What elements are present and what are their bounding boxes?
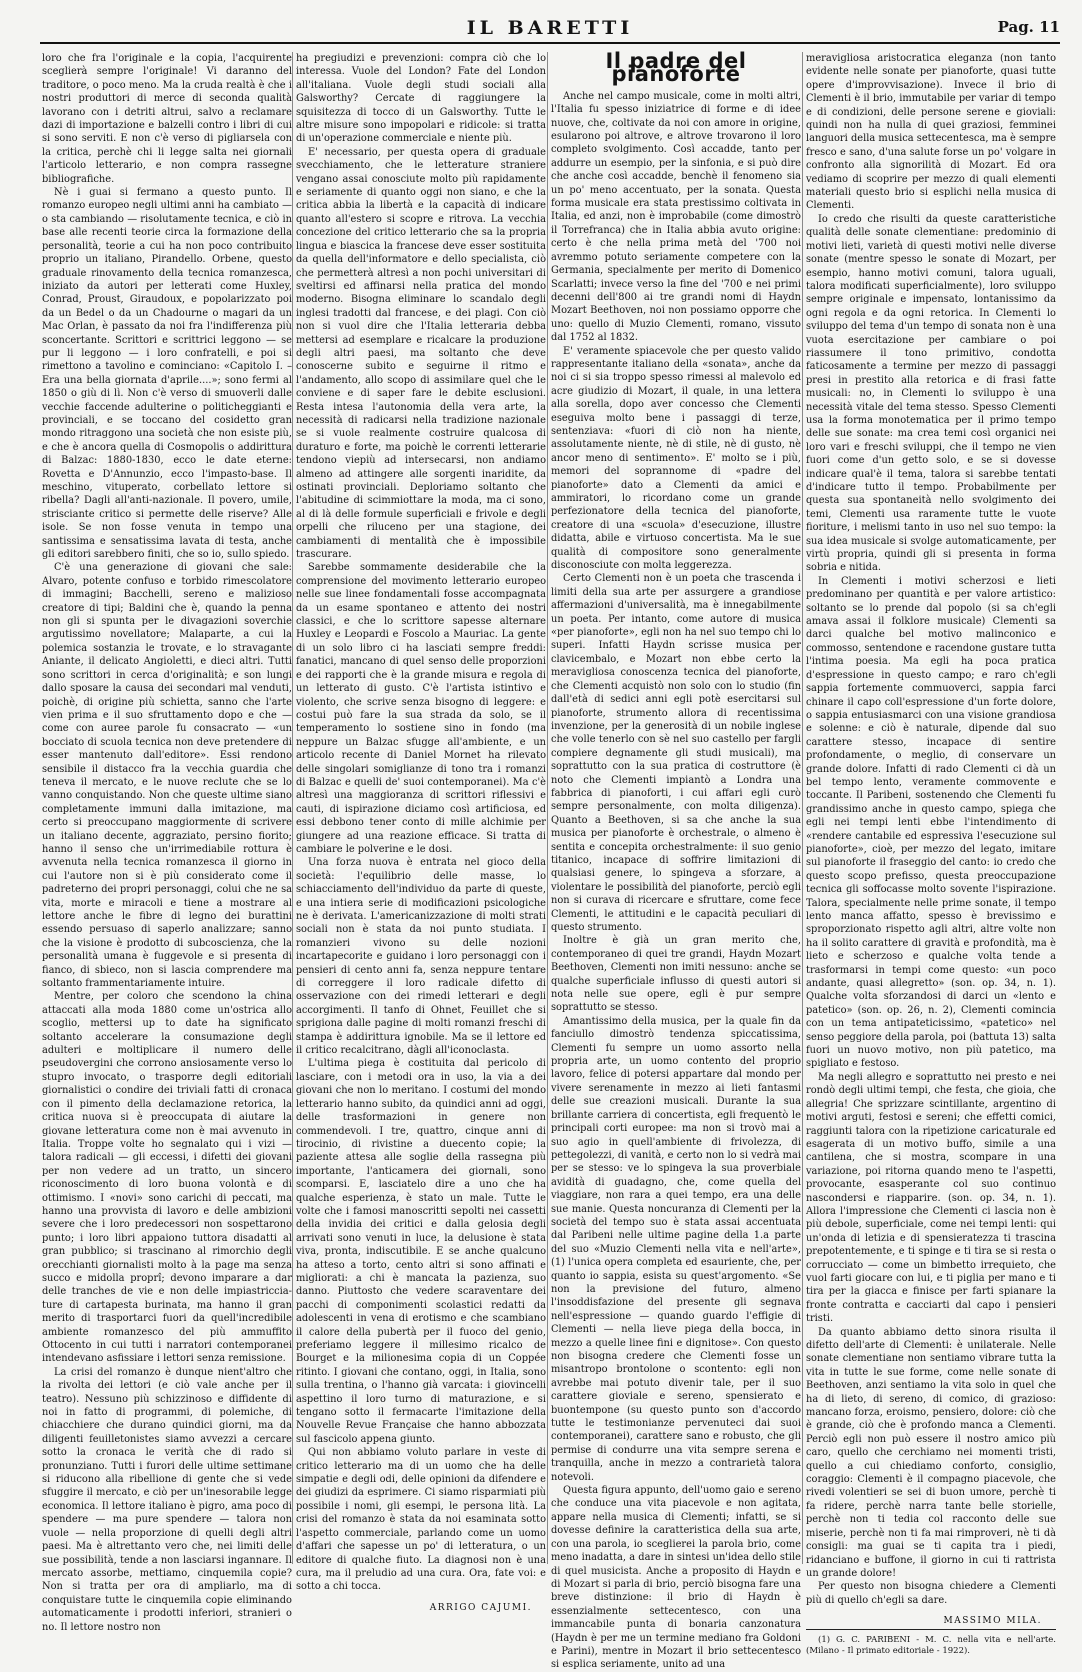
article-title: Il padre del pianoforte xyxy=(605,49,747,87)
paragraph: Per questo non bisogna chiedere a Clementi più di quello ch'egli sa dare. xyxy=(806,1581,1056,1606)
column-divider xyxy=(802,52,803,1564)
paragraph: ha pregiudizi e prevenzioni: compra ciò che lo interessa. Vuole del London? Fate del London all'italiana. Vuole degli studi sociali alla Galsworthy? Cercate di raggiungere la squisitezza di tocco di un Galsworthy. Tutte le altre misure sono impopolari e ridicole: si tratta di un'operazione commerciale e niente più. xyxy=(296,53,546,145)
paragraph: Qui non abbiamo voluto parlare in veste di critico letterario ma di un uomo che ha delle simpatie e degli odi, delle opinioni da difendere e dei giudizi da esprimere. Ci siamo risparmiati più possibile i nomi, gli esempi, le persona lità. La crisi del romanzo è stata da noi esaminata sotto l'aspetto commerciale, parlando come un uomo d'affari che sapesse un po' di letteratura, o un editore di qualche fiuto. La diagnosi non è una cura, ma il preludio ad una cura. Ora, fate voi: e sotto a chi tocca. xyxy=(296,1447,546,1593)
column-4 xyxy=(806,52,1056,1656)
column-1 xyxy=(42,52,292,1633)
paragraph: Nè i guai si fermano a questo punto. Il romanzo europeo negli ultimi anni ha cambiato — o sta cambiando — risolutamente tecnica, e ciò in base alle recenti teorie circa la formazione della personalità, teorie a cui ha non poco contribuito proprio un italiano, Pirandello. Orbene, questo graduale rinovamento della tecnica romanzesca, iniziato da autori per letterati come Huxley, Conrad, Proust, Giraudoux, e popolarizzato poi da un Bedel o da un Chadourne o magari da un Mac Orlan, è passato da noi fra l'indifferenza più sconcertante. Scrittori e scrittrici leggono — se pur li leggono — i loro confratelli, e poi si rimettono a tavolino e cominciano: «Capitolo I. – Era una bella giornata d'aprile....»; sono fermi al 1850 o giù di lì. Non c'è verso di smuoverli dalle vecchie faccende adulterine o politicheggianti e provinciali, e se toccano del cosidetto gran mondo ritraggono una società che non esiste più, e che è ancora quella di Cosmopolis o addirittura di Balzac: 1880-1830, ecco le date eterne: Rovetta e D'Annunzio, ecco l'impasto-base. Il meschino, vituperato, corbellato lettore si ribella? Dagli all'anti-nazionale. Il povero, umile, strisciante critico si permette delle riserve? Alle isole. Se non fosse venuta in tempo una santissima e sensatissima lavata di testa, anche gli editori sarebbero finiti, che so io, sullo spiedo. xyxy=(42,187,292,561)
column-2 xyxy=(296,52,546,1613)
paragraph: Sarebbe sommamente desiderabile che la comprensione del movimento letterario europeo nelle sue linee fondamentali fosse accompagnata da un esame spontaneo e attento dei nostri classici, e che lo scrittore sapesse alternare Huxley e Leopardi e Foscolo a Mauriac. La gente di un solo libro ci ha lasciati sempre freddi: fanatici, mancano di quel senso delle proporzioni e dei rapporti che è la grande misura e regola di un letterato di gusto. C'è l'artista istintivo e violento, che scrive senza bisogno di leggere: e costui può fare la sua strada da solo, se il temperamento lo sostiene sino in fondo (ma neppure un Balzac sfugge all'ambiente, e un articolo recente di Daniel Mornet ha rilevato delle singolari somiglianze di tono tra i romanzi di Balzac e quelli de' suoi contemporanei). Ma c'è altresì una maggioranza di scrittori riflessivi e cauti, di ispirazione diciamo così artificiosa, ed essi debbono tener conto di mille alchimie per giungere ad una reazione efficace. Si tratta di cambiare le polverine e le dosi. xyxy=(296,562,546,855)
paragraph: Da quanto abbiamo detto sinora risulta il difetto dell'arte di Clementi: è unilaterale. Nelle sonate clementiane non sentiamo vibrare tutta la vita in tutte le sue forme, come nelle sonate di Beethoven, anzi sentiamo la vita solo in quel che ha di lieto, di sereno, di comico, di grazioso: mancano forza, eroismo, pensiero, dolore: ciò che è grande, ciò che è profondo manca a Clementi. Perciò egli non può essere il nostro amico più caro, quello che cerchiamo nei momenti tristi, quello a cui chiediamo conforto, consiglio, coraggio: Clementi è il compagno piacevole, che rivedi volentieri se sei di buon umore, perchè ti fa ridere, perchè narra tante belle storielle, perchè non ti tedia col racconto delle sue miserie, perchè non ti fa mai rimproveri, nè ti dà consigli: ma guai se ti capita tra i piedi, ridanciano e buffone, il giorno in cui ti rattrista un grande dolore! xyxy=(806,1326,1056,1579)
column-3 xyxy=(551,49,801,1671)
paragraph: Ma negli allegro e soprattutto nei presto e nei rondò degli ultimi tempi, che festa, che gioia, che allegria! Che sprizzare scintillante, argentino di motivi arguti, festosi e sereni; che effetti comici, raggiunti talora con la ripetizione caricaturale ed esagerata di un motivo buffo, simile a una cantilena, che si mostra, scompare in una variazione, poi ritorna quando meno te l'aspetti, provocante, esasperante col suo continuo nascondersi e riapparire. (son. op. 34, n. 1). Allora l'impressione che Clementi ci lascia non è più debole, superficiale, come nei tempi lenti: qui un'onda di letizia e di spensieratezza ti trascina prepotentemente, e ti spinge e ti tira se si resta o corrucciato — come un bimbetto irrequieto, che vuol farti giocare con lui, e ti piglia per mano e ti tira per la giacca e finisce per farti spianare la fronte contratta e cacciarti dal capo i pensieri tristi. xyxy=(806,1071,1056,1325)
paragraph: meravigliosa aristocratica eleganza (non tanto evidente nelle sonate per pianoforte, quasi tutte opere d'improvvisazione). Invece il brio di Clementi è il brio, immutabile per variar di tempo e di condizioni, delle persone serene e gioviali: quindi non ha nulla di quei graziosi, femminei languori della musica settecentesca, ma è sempre fresco e sano, d'una salute forse un po' volgare in confronto alla signorilità di Mozart. Ed ora vediamo di scoprire per mezzo di quali elementi materiali questo brio si esplichi nella musica di Clementi. xyxy=(806,53,1056,212)
paragraph: Anche nel campo musicale, come in molti altri, l'Italia fu spesso iniziatrice di forme e di idee nuove, che, coltivate da noi con amore in origine, esularono poi altrove, e altrove trovarono il loro completo svolgimento. Così accadde, tanto per addurre un esempio, per la sinfonia, e si può dire che anche così accadde, benchè il fenomeno sia un po' meno accentuato, per la sonata. Questa forma musicale era stata prestissimo coltivata in Italia, ed anzi, non è improbabile (come dimostrò il Torrefranca) che in Italia abbia avuto origine: certo è che nella prima metà del '700 noi avremmo potuto seriamente competere con la Germania, specialmente per merito di Domenico Scarlatti; invece verso la fine del '700 e nei primi decenni dell'800 ai tre grandi nomi di Haydn Mozart Beethoven, noi non possiamo opporre che uno: quello di Muzio Clementi, romano, vissuto dal 1752 al 1832. xyxy=(551,90,801,344)
column-divider xyxy=(292,52,293,1564)
column-divider xyxy=(547,52,548,1564)
page-number: Pag. 11 xyxy=(997,18,1060,36)
paragraph: E' veramente spiacevole che per questo valido rappresentante italiano della «sonata», anche da noi ci si sia troppo spesso rimessi al malevolo ed acre giudizio di Mozart, il quale, in una lettera alla sorella, dopo aver concesso che Clementi eseguiva molto bene i passaggi di terze, sentenziava: «fuori di ciò non ha niente, assolutamente niente, nè di stile, nè di gusto, nè ancor meno di sentimento». E' molto se i più, memori del soprannome di «padre del pianoforte» dato a Clementi da amici e ammiratori, lo ricordano come un grande perfezionatore della tecnica del pianoforte, creatore di una «scuola» d'esecuzione, illustre didatta, abile e virtuoso concertista. Ma le sue qualità di compositore sono generalmente disconosciute con molta leggerezza. xyxy=(551,345,801,572)
paragraph: Mentre, per coloro che scendono la china attaccati alla moda 1880 come un'ostrica allo scoglio, mettersi up to date ha significato soltanto accelerare la consumazione degli adulteri e moltiplicare il numero delle pseudovergini che corrono ansiosamente verso lo stupro invocato, o trasporre degli editoriali giornalistici o condire dei triviali fatti di cronaca con il pimento della declamazione retorica, la critica nuova si è preoccupata di aiutare la giovane letteratura come non è mai avvenuto in Italia. Troppe volte ho segnalato qui i vizi — talora radicali — gli eccessi, i difetti dei giovani per non vedere ad un tratto, un sincero riconoscimento di loro buona volontà e di ottimismo. I «novi» sono carichi di peccati, ma hanno una provvista di lavoro e delle ambizioni severe che i loro predecessori non sospettarono punto; i loro libri appaiono tuttora disadatti al gran pubblico; si trascinano al rimorchio degli orecchianti giornalisti molto à la page ma senza succo e midolla proprî; devono imparare a dar delle tranches de vie e non delle impiastriccia-ture di cartapesta burinata, ma hanno il gran merito di trasportarci fuori da quell'incredibile ambiente romanzesco del più ammuffito Ottocento in cui tutti i narratori contemporanei intendevano asfissiare i lettori senza remissione. xyxy=(42,991,292,1365)
paragraph: La crisi del romanzo è dunque nient'altro che la rivolta dei lettori (e ciò vale anche per il teatro). Nessuno più schizzinoso e diffidente di noi in fatto di programmi, di polemiche, di chiacchiere che durano quindici giorni, ma da diligenti feuilletonistes siamo avvezzi a cercare sotto la cronaca le verità che di rado si pronunziano. Tutti i furori delle ultime settimane si riducono alla ribellione di gente che si vede sfuggire il mercato, e ciò per un'inesorabile legge economica. Il lettore italiano è pigro, ama poco di spendere — ma pure spendere — talora non vuole — nella proporzione di quelli degli altri paesi. Ma è altrettanto vero che, nei limiti delle sue possibilità, tende a non lasciarsi ingannare. Il mercato assorbe, mettiamo, cinquemila copie? Non si tratta per ora di ampliarlo, ma di conquistare tutte le cinquemila copie eliminando automaticamente i prodotti inferiori, stranieri o no. Il lettore nostro non xyxy=(42,1366,292,1633)
paragraph: Amantissimo della musica, per la quale fin da fanciullo dimostrò tendenza spiccatissima, Clementi fu sempre un uomo assorto nella propria arte, un uomo contento del proprio lavoro, felice di potersi appartare dal mondo per vivere serenamente in mezzo ai lieti fantasmi delle sue creazioni musicali. Durante la sua brillante carriera di concertista, egli frequentò le principali corti europee: ma non si trovò mai a suo agio in quell'ambiente di frivolezza, di pettegolezzi, di vanità, e certo non lo si vedrà mai per se stesso: ve lo spingeva la sua proverbiale avidità di guadagno, che, come quella del viaggiare, non rara a quei tempo, era una delle sue manie. Questa noncuranza di Clementi per la società del tempo suo è stata assai accentuata dal Paribeni nelle ultime pagine della 1.a parte del suo «Muzio Clementi nella vita e nell'arte», (1) l'unica opera completa ed esauriente, che, per quanto io sappia, esista su quest'argomento. «Se non la previsione del futuro, almeno l'insoddisfazione del presente gli segnava nell'espressione — quando guardo l'effigie di Clementi — nella lieve piega della bocca, in mezzo a quelle linee fini e dignitose». Con questo non bisogna credere che Clementi fosse un misantropo brontolone o scontento: egli non avrebbe mai potuto divenir tale, per il suo carattere gioviale e sereno, spensierato e buontempone (su questo punto son d'accordo tutte le testimonianze pervenuteci dai suoi contemporanei), carattere sano e robusto, che gli permise di condurre una vita sempre serena e tranquilla, anche in mezzo a contrarietà talora notevoli. xyxy=(551,1015,801,1483)
paragraph: Una forza nuova è entrata nel gioco della società: l'equilibrio delle masse, lo schiacciamento dell'individuo da parte di queste, e una intiera serie di modificazioni psicologiche ne è derivata. L'americanizzazione di molti strati sociali non è stata da noi punto studiata. I romanzieri vivono su delle nozioni incartapecorite e guidano i loro personaggi con i pensieri di cento anni fa, senza neppure tentare di correggere il loro radicale difetto di osservazione con dei rimedi letterari e degli accorgimenti. Il tanfo di Ohnet, Feuillet che si sprigiona dalle pagine di molti romanzi freschi di stampa è addirittura ignobile. Ma se il lettore ed il critico recalcitrano, dàgli all'iconoclasta. xyxy=(296,857,546,1057)
footnote: (1) G. C. PARIBENI - M. C. nella vita e nell'arte. (Milano - Il primato editoriale - 1922). xyxy=(806,1629,1056,1657)
paragraph: Inoltre è già un gran merito che, contemporaneo di quei tre grandi, Haydn Mozart Beethoven, Clementi non imiti nessuno: anche se qualche superficiale influsso di questi autori si nota nelle sue opere, egli è pur sempre soprattutto se stesso. xyxy=(551,935,801,1014)
author-signature: MASSIMO MILA. xyxy=(943,1616,1042,1627)
paragraph: E' necessario, per questa opera di graduale svecchiamento, che le letterature straniere vengano assai conosciute molto più rapidamente e seriamente di quanto oggi non siano, e che la critica abbia la libertà e la capacità di indicare quanto all'estero si scopre e ritrova. La vecchia concezione del critico letterario che sa la propria lingua e biascica la francese deve esser sostituita da quella dell'informatore e dello specialista, ciò che permetterà altresì a non pochi universitari di sveltirsi ed affinarsi nella pratica del mondo moderno. Bisogna eliminare lo scandalo degli inglesi tradotti dal francese, e dei plagi. Con ciò non si vuol dire che l'Italia letteraria debba mettersi ad esemplare e ricalcare la produzione degli altri paesi, ma soltanto che deve conoscerne subito e seguirne il ritmo e l'andamento, allo scopo di assimilare quel che le conviene e di saper fare le debite esclusioni. Resta intesa l'autonomia della vera arte, la necessità di radicarsi nella tradizione nazionale se si vuole realmente costruire qualcosa di duraturo e forte, ma poichè le correnti letterarie tendono viepiù ad intersecarsi, non andiamo almeno ad attingere alle sorgenti inaridite, da ostinati provinciali. Deploriamo soltanto che l'abitudine di scimmiottare la moda, ma ci sono, al di là delle formule superficiali e frivole e degli orpelli che riluceno per una stagione, dei cambiamenti di mentalità che è impossibile trascurare. xyxy=(296,146,546,561)
paragraph: Io credo che risulti da queste caratteristiche qualità delle sonate clementiane: predominio di motivi lieti, varietà di questi motivi nelle diverse sonate (mentre spesso le sonate di Mozart, per esempio, hanno motivi comuni, talora uguali, talora modificati superficialmente), loro sviluppo sempre originale e impensato, lontanissimo da ogni regola e da ogni retorica. In Clementi lo sviluppo del tema d'un tempo di sonata non è una vuota esercitazione per cambiare o poi riassumere il tono primitivo, condotta faticosamente a termine per mezzo di passaggi presi in prestito alla retorica e di frasi fatte musicali: no, in Clementi lo sviluppo è una necessità vitale del tema stesso. Spesso Clementi usa la forma monotematica per il primo tempo delle sue sonate: ma crea temi così organici nei loro vari e freschi sviluppi, che il tempo ne vien fuori come d'un getto solo, e se si dovesse indicare qual'è il tema, talora si sarebbe tentati d'indicare tutto il tempo. Probabilmente per questa sua spontaneità nello svolgimento dei temi, Clementi usa raramente tutte le vuote fioriture, i melismi tanto in uso nel suo tempo: la sua idea musicale si svolge automaticamente, per virtù propria, quindi gli si presenta in forma sobria e nitida. xyxy=(806,213,1056,574)
masthead: IL BARETTI xyxy=(466,17,634,39)
paragraph: Certo Clementi non è un poeta che trascenda i limiti della sua arte per assurgere a grandiose affermazioni d'universalità, ma è innegabilmente un poeta. Per intanto, come autore di musica «per pianoforte», egli non ha nel suo tempo chi lo superi. Infatti Haydn scrisse musica per clavicembalo, e Mozart non ebbe certo la meravigliosa conoscenza tecnica del pianoforte, che Clementi acquistò non solo con lo studio (fin dall'età di sedici anni egli potè esercitarsi sul pianoforte, strumento allora di recentissima invenzione, per la generosità di un nobile inglese che volle tenerlo con sè nel suo castello per fargli compiere degnamente gli studi musicali), ma soprattutto con la sua pratica di costruttore (è noto che Clementi impiantò a Londra una fabbrica di pianoforti, i cui affari egli curò sempre personalmente, con molta diligenza). Quanto a Beethoven, si sa che anche la sua musica per pianoforte è orchestrale, o almeno è sentita e concepita orchestralmente: il suo genio titanico, incapace di soffrire limitazioni di qualsiasi genere, lo spingeva a sforzare, a violentare le possibilità del pianoforte, perciò egli non si curava di ricercare e sfruttare, come fece Clementi, le attitudini e le capacità peculiari di questo strumento. xyxy=(551,573,801,933)
author-signature: ARRIGO CAJUMI. xyxy=(429,1602,532,1613)
paragraph: L'ultima piega è costituita dal pericolo di lasciare, con i metodi ora in uso, la via a dei giovani che non lo meritano. I costumi del mondo letterario hanno subito, da quindici anni ad oggi, delle trasformazioni in genere non commendevoli. I tre, quattro, cinque anni di tirocinio, di rivistine a duecento copie; la paziente attesa alle soglie della rassegna più importante, l'anticamera dei giornali, sono scomparsi. E, lasciatelo dire a uno che ha qualche esperienza, è stato un male. Tutte le volte che i famosi manoscritti sepolti nei cassetti della invidia dei critici e dalla gelosia degli arrivati sono venuti in luce, la delusione è stata viva, pronta, indiscutibile. E se anche qualcuno ha atteso a torto, cento altri si sono affinati e migliorati: a chi è mancata la pazienza, suo danno. Piuttosto che vedere scaraventare dei pacchi di componimenti scolastici redatti da adolescenti in vena di erotismo e che scambiano il calore della pubertà per il fuoco del genio, preferiamo leggere il millesimo ricalco de Bourget e la milionesima copia di un Coppée ritinto. I giovani che contano, oggi, in Italia, sono sulla trentina, o l'hanno già varcata: i giovincelli aspettino il loro turno di maturazione, e si tengano sotto il fermacarte l'imitazione della Nouvelle Revue Française che hanno abbozzata sul fascicolo appena giunto. xyxy=(296,1058,546,1445)
paragraph: loro che fra l'originale e la copia, l'acquirente sceglierà sempre l'originale! Vi daranno del traditore, o poco meno. Ma la cruda realtà è che i nostri produttori di merce di seconda qualità lavorano con i detriti altrui, salvo a reclamare dazi di importazione e balzelli contro i libri di cui si sono serviti. E non c'è verso di pigliarsela con la critica, perchè chi li legge salta nei giornali l'articolo letterario, e non compra rassegne bibliografiche. xyxy=(42,53,292,185)
paragraph: Questa figura appunto, dell'uomo gaio e sereno che conduce una vita piacevole e non agitata, appare nella musica di Clementi; infatti, se si dovesse definire la caratteristica della sua arte, con una parola, io sceglierei la parola brio, come meno inadatta, a dare in sintesi un'idea dello stile di quel musicista. Anche a proposito di Haydn e di Mozart si parla di brio, perciò bisogna fare una breve distinzione: il brio di Haydn è essenzialmente settecentesco, con una immancabile punta di bonaria canzonatura (Haydn è per me un termine mediano fra Goldoni e Parini), mentre in Mozart il brio settecentesco si esplica seriamente, unito ad una xyxy=(551,1485,801,1671)
paragraph: C'è una generazione di giovani che sale: Alvaro, potente confuso e torbido rimescolatore di immagini; Bacchelli, sereno e malizioso creatore di tipi; Baldini che è, quando la penna non gli si spunta per le divagazioni soverchie argutissimo novellatore; Malaparte, a cui la polemica sostanzia le trovate, e lo stravagante Aniante, il delicato Angioletti, e dieci altri. Tutti sono scrittori in cerca d'originalità; e son lungi dallo sposare la causa dei secondari mal venduti, poichè, di origine più schietta, sanno che l'arte vien prima e il suo sfruttamento dopo e che — come con auree parole fu consacrato — «un bocciato di scuola tecnica non deve pretendere di esser mantenuto dall'editore». Essi rendono sensibile il distacco fra la vecchia guardia che teneva il mercato, e le nuove reclute che se lo vanno conquistando. Non che queste ultime siano completamente immuni dalla imitazione, ma certo si preoccupano maggiormente di scrivere un italiano decente, aggraziato, persino fiorito; hanno il senso che un'irrimediabile rottura è avvenuta nella tecnica romanzesca il giorno in cui l'autore non si è più considerato come il padreterno dei propri personaggi, colui che ne sa vita, morte e miracoli e tiene a mostrare al lettore anche le fibre di legno dei burattini essendo persuaso di saperlo analizzare; sanno che la visione è prodotto di subcoscienza, che la personalità umana è fuggevole e si presenta di fianco, di sbieco, non si lascia comprendere ma soltanto frammentariamente intuire. xyxy=(42,562,292,990)
paragraph: In Clementi i motivi scherzosi e lieti predominano per quantità e per valore artistico: soltanto se lo prende dal popolo (si sa ch'egli amava assai il folklore musicale) Clementi sa darci qualche bel motivo malinconico e commosso, sentendone e racendone gustare tutta l'intima poesia. Ma egli ha poca pratica d'espressione in questo campo; e raro ch'egli sappia fortemente commuoverci, sappia farci chinare il capo coll'espressione d'un forte dolore, o sappia entusiasmarci con una visione grandiosa e solenne: e ciò è naturale, dipende dal suo carattere stesso, incapace di sentire profondamente, o meglio, di conservare un grande dolore. Infatti di rado Clementi ci dà un bel tempo lento, veramente commovente e toccante. Il Paribeni, sostenendo che Clementi fu grandissimo anche in questo campo, spiega che egli nei tempi lenti ebbe l'intendimento di «rendere cantabile ed espressiva l'esecuzione sul pianoforte», cioè, per mezzo del legato, imitare sul pianoforte il fraseggio del canto: io credo che questo scopo prefisso, questa preoccupazione tecnica gli soffocasse molto sovente l'ispirazione. Talora, specialmente nelle prime sonate, il tempo lento manca affatto, spesso è brevissimo e sproporzionato rispetto agli altri, altre volte non ha il solito carattere di gravità e profondità, ma è lieto e scherzoso e qualche volta tende a trasformarsi in tempi come questo: «un poco andante, quasi allegretto» (son. op. 34, n. 1). Qualche volta sforzandosi di darci un «lento e patetico» (son. op. 26, n. 2), Clementi comincia con un tema antipateticissimo, «patetico» nel senso peggiore della parola, poi (battuta 13) salta fuori un nuovo motivo, non più patetico, ma spigliato e festoso. xyxy=(806,575,1056,1070)
page-header xyxy=(40,14,1060,44)
